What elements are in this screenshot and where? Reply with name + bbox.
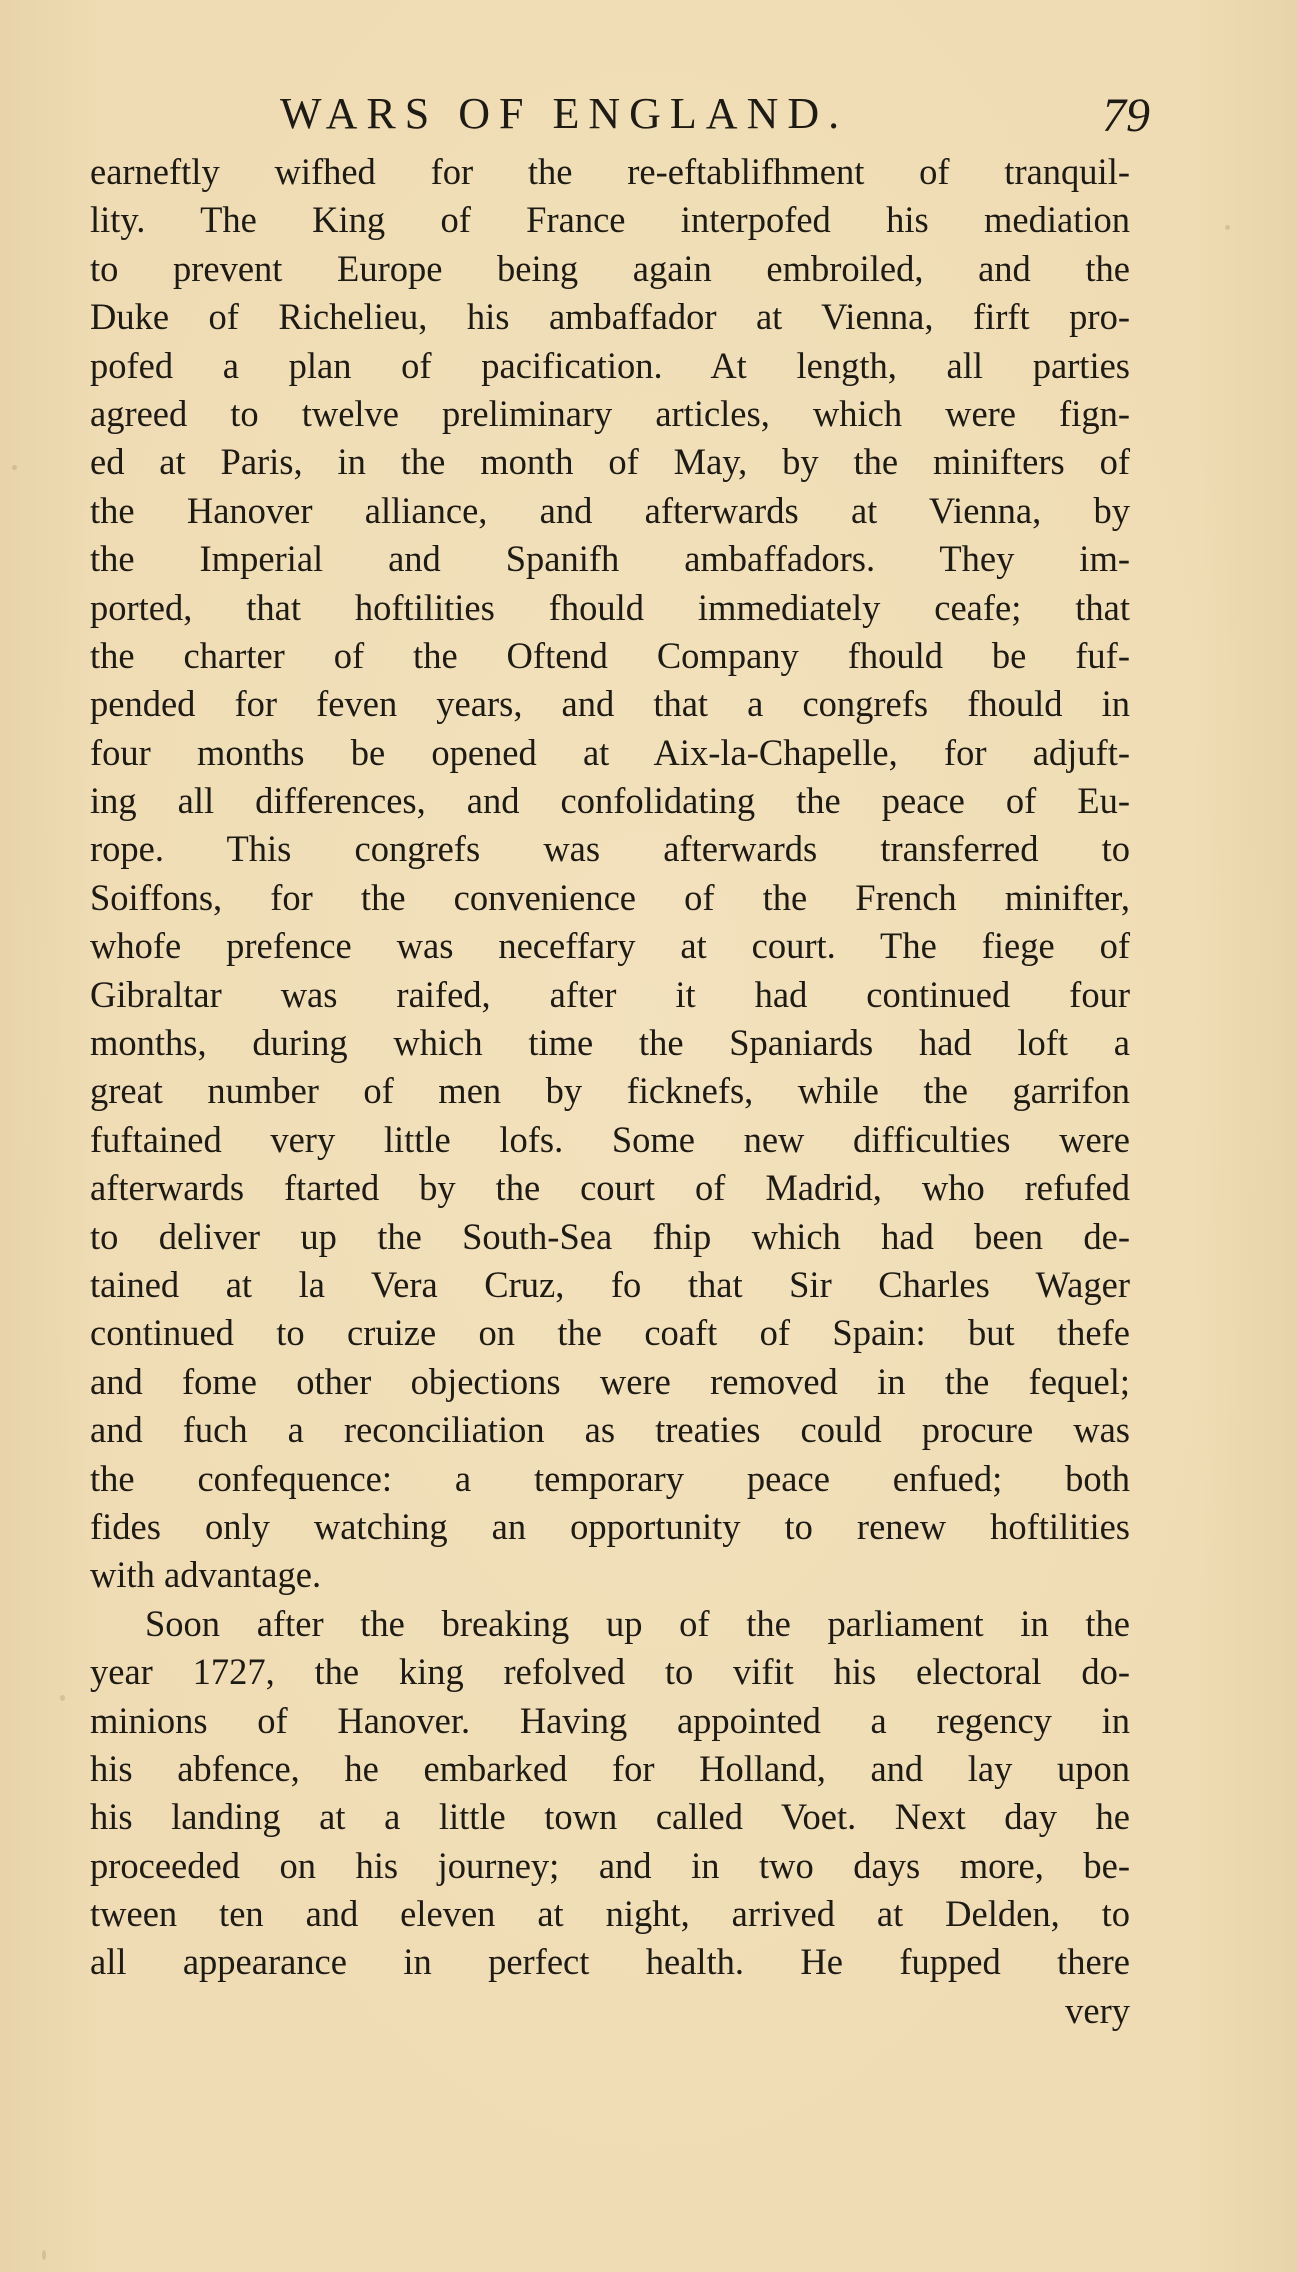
text-line: year 1727, the king refolved to vifit his electoral do-: [90, 1651, 1130, 1693]
text-line: Soon after the breaking up of the parliament in the: [145, 1602, 1130, 1644]
text-line: whofe prefence was neceffary at court. The fiege of: [90, 925, 1130, 967]
text-line: to deliver up the South-Sea fhip which had been de-: [90, 1215, 1130, 1257]
text-line: proceeded on his journey; and in two days more, be-: [90, 1844, 1130, 1886]
foxing-spot: [42, 2250, 46, 2260]
text-line: lity. The King of France interpofed his mediation: [90, 199, 1130, 241]
page-header: [90, 84, 1150, 144]
text-line: all appearance in perfect health. He fupped there: [90, 1941, 1130, 1983]
text-line: earneftly wifhed for the re-eftablifhment of tranquil-: [90, 151, 1130, 192]
text-line: ing all differences, and confolidating the peace of Eu-: [90, 780, 1130, 822]
text-line: his landing at a little town called Voet. Next day he: [90, 1796, 1130, 1838]
text-line: afterwards ftarted by the court of Madrid, who refufed: [90, 1167, 1130, 1209]
text-line: continued to cruize on the coaft of Spain: but thefe: [90, 1312, 1130, 1354]
text-line: Gibraltar was raifed, after it had continued four: [90, 973, 1130, 1015]
text-line: four months be opened at Aix-la-Chapelle, for adjuft-: [90, 731, 1130, 773]
text-line: great number of men by ficknefs, while the garrifon: [90, 1070, 1130, 1112]
text-line: rope. This congrefs was afterwards transferred to: [90, 828, 1130, 870]
body-text: [90, 148, 1130, 2035]
foxing-spot: [12, 465, 17, 470]
text-line: Duke of Richelieu, his ambaffador at Vienna, firft pro-: [90, 296, 1130, 338]
text-line: the Hanover alliance, and afterwards at Vienna, by: [90, 489, 1130, 531]
text-line: months, during which time the Spaniards had loft a: [90, 1022, 1130, 1064]
text-line: fides only watching an opportunity to renew hoftilities: [90, 1505, 1130, 1547]
foxing-spot: [1225, 225, 1230, 230]
text-line: the charter of the Oftend Company fhould be fuf-: [90, 634, 1130, 676]
text-line: agreed to twelve preliminary articles, which were fign-: [90, 392, 1130, 434]
text-line: tained at la Vera Cruz, fo that Sir Charles Wager: [90, 1263, 1130, 1305]
text-line: ed at Paris, in the month of May, by the minifters of: [90, 441, 1130, 483]
text-line: ported, that hoftilities fhould immediately ceafe; that: [90, 586, 1130, 628]
text-line: fuftained very little lofs. Some new difficulties were: [90, 1118, 1130, 1160]
text-line: to prevent Europe being again embroiled, and the: [90, 247, 1130, 289]
text-line: with advantage.: [90, 1554, 322, 1596]
foxing-spot: [60, 1695, 65, 1701]
text-line: pended for feven years, and that a congrefs fhould in: [90, 683, 1130, 725]
text-line: minions of Hanover. Having appointed a regency in: [90, 1699, 1130, 1741]
text-line: and fuch a reconciliation as treaties could procure was: [90, 1409, 1130, 1451]
text-line: Soiffons, for the convenience of the French minifter,: [90, 876, 1130, 918]
catchword: very: [1065, 1989, 1130, 2031]
text-line: tween ten and eleven at night, arrived at Delden, to: [90, 1893, 1130, 1935]
text-line: pofed a plan of pacification. At length, all parties: [90, 344, 1130, 386]
text-line: his abfence, he embarked for Holland, and lay upon: [90, 1747, 1130, 1789]
text-line: the Imperial and Spanifh ambaffadors. They im-: [90, 538, 1130, 580]
running-title: WARS OF ENGLAND.: [280, 89, 849, 138]
text-line: the confequence: a temporary peace enfued; both: [90, 1457, 1130, 1499]
text-line: and fome other objections were removed in the fequel;: [90, 1360, 1130, 1402]
page-number: 79: [1102, 89, 1150, 142]
